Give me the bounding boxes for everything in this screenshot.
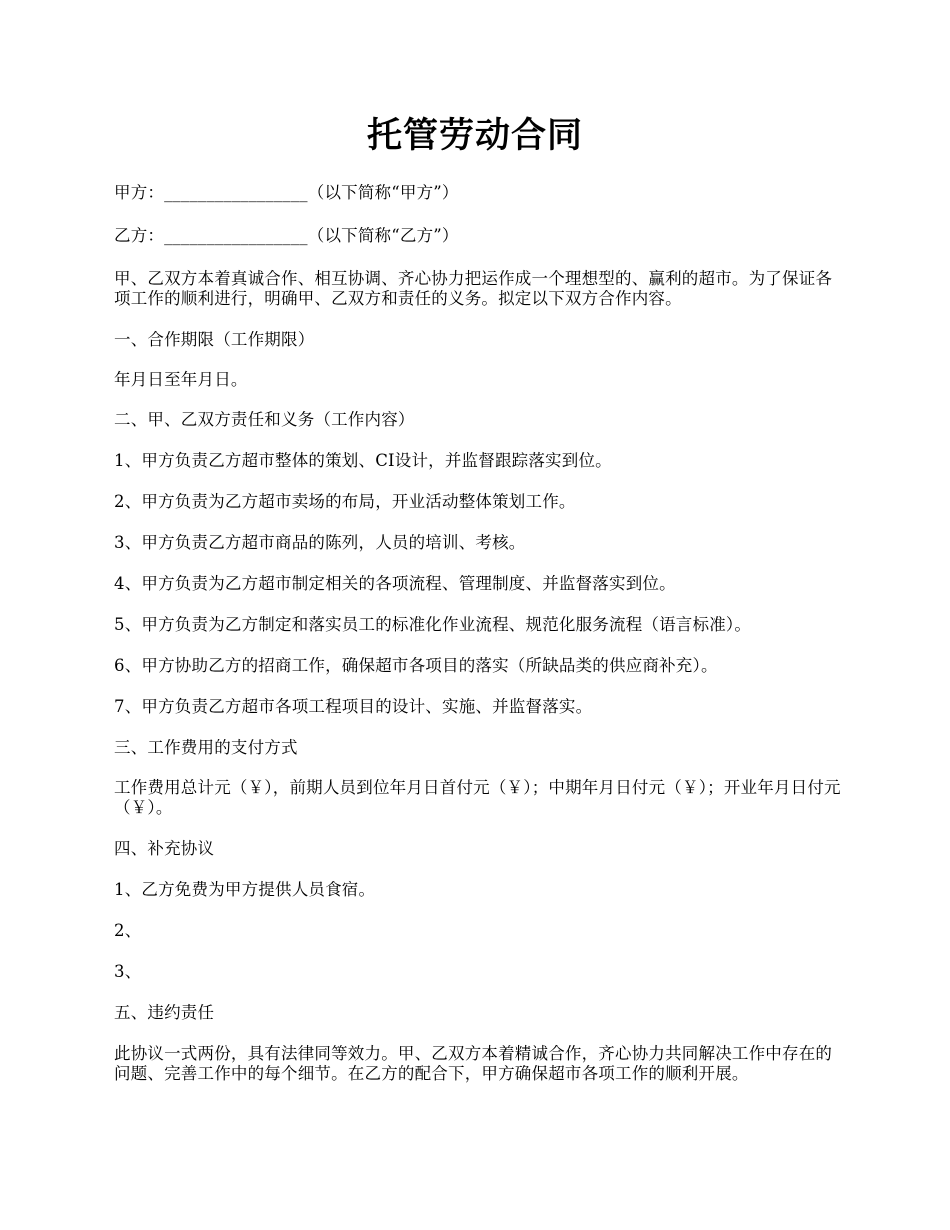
section2-item: 5、甲方负责为乙方制定和落实员工的标准化作业流程、规范化服务流程（语言标准）。 [114, 615, 752, 634]
section2-item: 3、甲方负责乙方超市商品的陈列，人员的培训、考核。 [114, 533, 526, 552]
section1-heading: 一、合作期限（工作期限） [114, 330, 315, 349]
document-title: 托管劳动合同 [366, 115, 583, 156]
section2-item: 4、甲方负责为乙方超市制定相关的各项流程、管理制度、并监督落实到位。 [114, 574, 676, 593]
section4-heading: 四、补充协议 [114, 839, 215, 858]
party-b-line: 乙方：_________________（以下简称“乙方”） [114, 226, 459, 245]
section1-body: 年月日至年月日。 [114, 370, 248, 389]
section4-item: 1、乙方免费为甲方提供人员食宿。 [114, 880, 376, 899]
section4-item: 3、 [114, 962, 142, 981]
party-a-line: 甲方：_________________（以下简称“甲方”） [114, 183, 459, 202]
section5-heading: 五、违约责任 [114, 1003, 215, 1022]
section5-body: 此协议一式两份，具有法律同等效力。甲、乙双方本着精诚合作，齐心协力共同解决工作中存在的问题、完善工作中的每个细节。在乙方的配合下，甲方确保超市各项工作的顺利开展。 [114, 1044, 833, 1083]
section3-body: 工作费用总计元（￥），前期人员到位年月日首付元（￥）；中期年月日付元（￥）；开业年月日付元（￥）。 [114, 778, 841, 817]
intro-paragraph: 甲、乙双方本着真诚合作、相互协调、齐心协力把运作成一个理想型的、赢利的超市。为了保证各项工作的顺利进行，明确甲、乙双方和责任的义务。拟定以下双方合作内容。 [114, 269, 833, 308]
section2-heading: 二、甲、乙双方责任和义务（工作内容） [114, 410, 415, 429]
section3-heading: 三、工作费用的支付方式 [114, 738, 298, 757]
section2-item: 1、甲方负责乙方超市整体的策划、CI设计，并监督跟踪落实到位。 [114, 451, 612, 470]
section2-item: 2、甲方负责为乙方超市卖场的布局，开业活动整体策划工作。 [114, 492, 576, 511]
section2-item: 6、甲方协助乙方的招商工作，确保超市各项目的落实（所缺品类的供应商补充）。 [114, 656, 718, 675]
section2-item: 7、甲方负责乙方超市各项工程项目的设计、实施、并监督落实。 [114, 697, 593, 716]
section4-item: 2、 [114, 921, 142, 940]
